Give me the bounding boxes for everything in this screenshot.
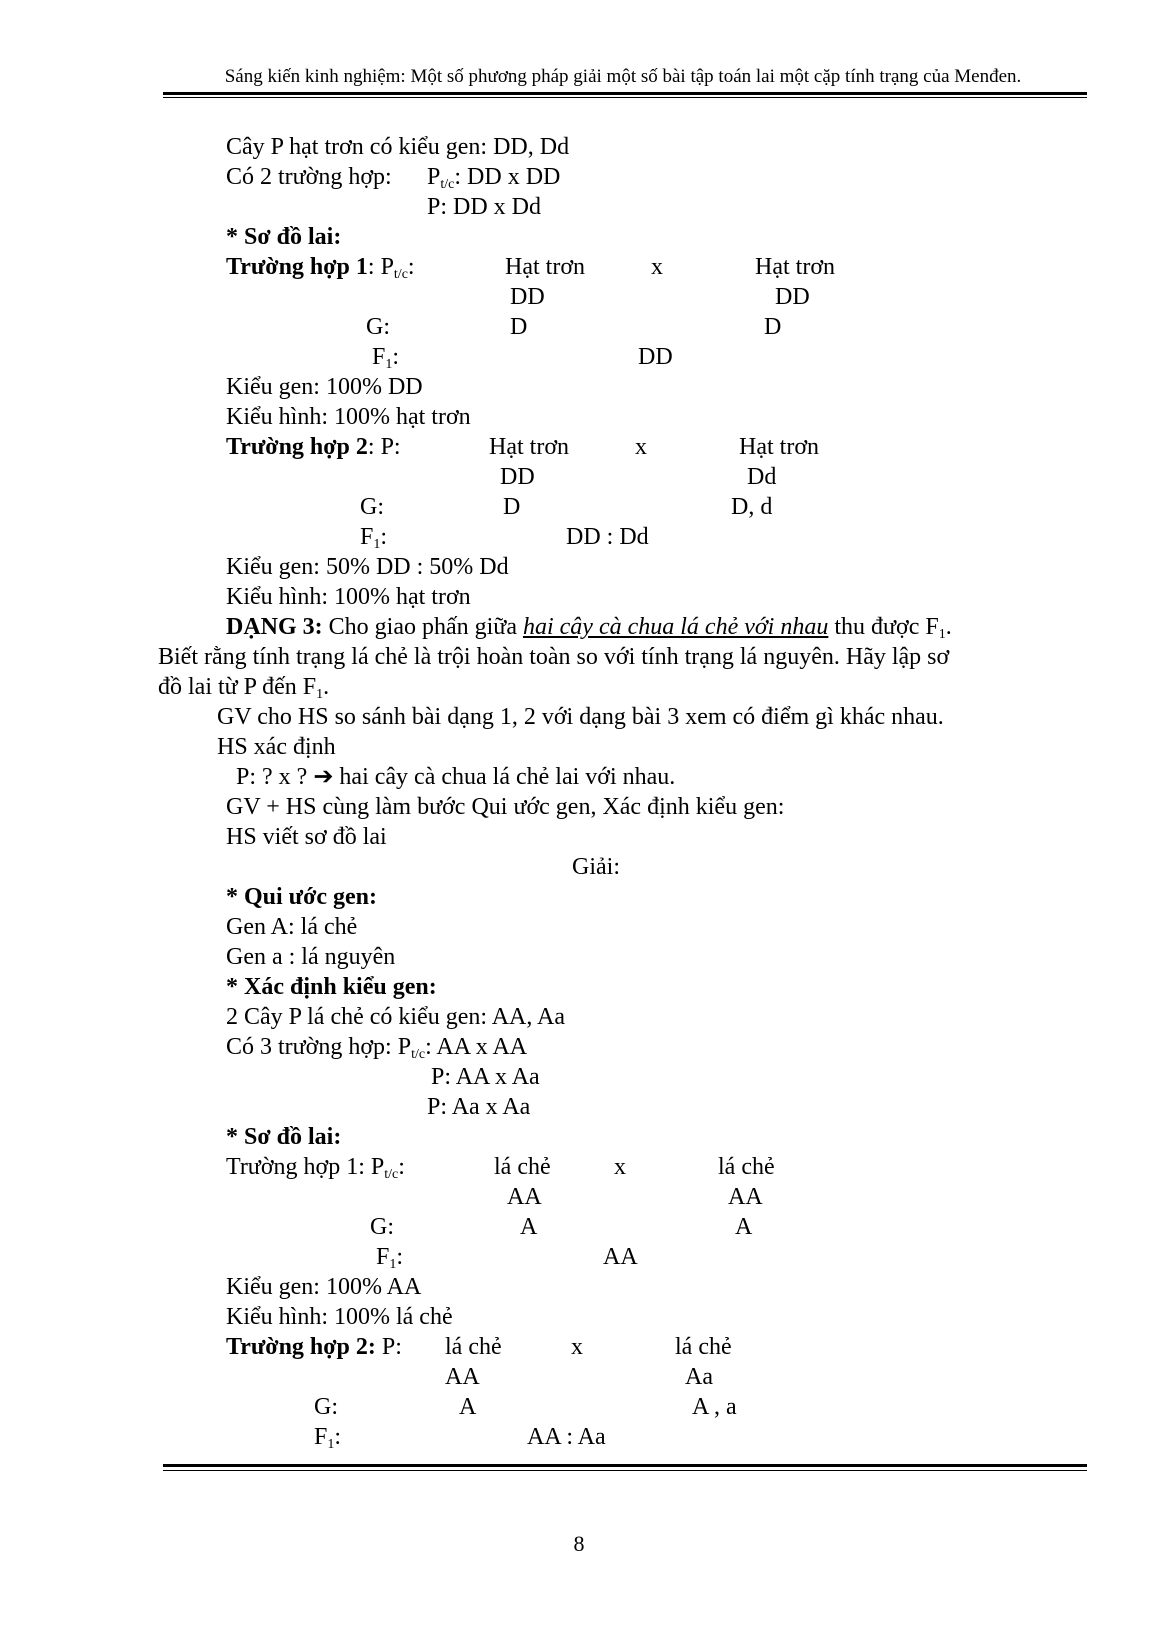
f1-label: $F_1$: — [360, 524, 388, 552]
case1-label: Trường hợp 1: $P_{t/c}$: — [226, 1154, 405, 1182]
f1-label: $F_1$: — [372, 344, 400, 372]
solution-heading: Giải: — [572, 854, 620, 880]
dang3-line3: đồ lai từ P đến $F_1$. — [158, 674, 330, 702]
f1-value: DD : Dd — [566, 524, 649, 550]
cross-symbol: x — [571, 1334, 583, 1360]
section-heading: * Sơ đồ lai: — [226, 224, 342, 250]
gamete-label: G: — [314, 1394, 338, 1420]
cases-prefix: Có 2 trường hợp: — [226, 164, 392, 190]
gene-a: Gen a : lá nguyên — [226, 944, 396, 970]
gene-A: Gen A: lá chẻ — [226, 914, 358, 940]
section-heading: * Sơ đồ lai: — [226, 1124, 342, 1150]
phenotype-right: lá chẻ — [718, 1154, 775, 1180]
case2-cross: P: AA x Aa — [431, 1064, 540, 1090]
gamete-label: G: — [360, 494, 384, 520]
genotype-right: Dd — [747, 464, 777, 490]
phenotype-left: lá chẻ — [445, 1334, 502, 1360]
phenotype-right: Hạt trơn — [739, 434, 820, 460]
phenotype-result: Kiểu hình: 100% lá chẻ — [226, 1304, 453, 1330]
genotype-left: AA — [507, 1184, 542, 1210]
phenotype-left: Hạt trơn — [505, 254, 586, 280]
case1-cross: $P_{t/c}$: DD x DD — [427, 164, 561, 192]
gamete-left: A — [459, 1394, 477, 1420]
genotype-result: Kiểu gen: 50% DD : 50% Dd — [226, 554, 509, 580]
phenotype-left: lá chẻ — [494, 1154, 551, 1180]
parent-question: P: ? x ? ➔ hai cây cà chua lá chẻ lai với nhau. — [236, 764, 676, 790]
phenotype-result: Kiểu hình: 100% hạt trơn — [226, 584, 471, 610]
gamete-right: D — [764, 314, 782, 340]
case1-label: Trường hợp 1: $P_{t/c}$: — [226, 254, 415, 282]
gamete-left: A — [520, 1214, 538, 1240]
teacher-student-step: GV + HS cùng làm bước Qui ước gen, Xác định kiểu gen: — [226, 794, 785, 820]
genotype-right: AA — [728, 1184, 763, 1210]
f1-value: AA : Aa — [527, 1424, 606, 1450]
header-rule-thin — [163, 97, 1087, 98]
genotype-result: Kiểu gen: 100% AA — [226, 1274, 422, 1300]
f1-label: $F_1$: — [314, 1424, 342, 1452]
section-heading: * Qui ước gen: — [226, 884, 378, 910]
section-heading: * Xác định kiểu gen: — [226, 974, 437, 1000]
phenotype-left: Hạt trơn — [489, 434, 570, 460]
case2-cross: P: DD x Dd — [427, 194, 542, 220]
phenotype-right: Hạt trơn — [755, 254, 836, 280]
genotype-right: DD — [775, 284, 810, 310]
genotype-left: AA — [445, 1364, 480, 1390]
gamete-left: D — [503, 494, 521, 520]
genotype-result: Kiểu gen: 100% DD — [226, 374, 423, 400]
genotype-line: Cây P hạt trơn có kiểu gen: DD, Dd — [226, 134, 570, 160]
dang3-line1: DẠNG 3: Cho giao phấn giữa hai cây cà chua lá chẻ với nhau thu được $F_1$. — [226, 614, 952, 642]
header-rule-thick — [163, 92, 1087, 95]
gamete-label: G: — [370, 1214, 394, 1240]
case3-cross: P: Aa x Aa — [427, 1094, 531, 1120]
gamete-right: A — [735, 1214, 753, 1240]
cross-symbol: x — [651, 254, 663, 280]
genotype-left: DD — [500, 464, 535, 490]
dang3-line2: Biết rằng tính trạng lá chẻ là trội hoàn toàn so với tính trạng lá nguyên. Hãy lập sơ — [158, 644, 950, 670]
genotype-right: Aa — [685, 1364, 713, 1390]
page-number: 8 — [573, 1531, 585, 1556]
f1-value: AA — [603, 1244, 638, 1270]
genotype-left: DD — [510, 284, 545, 310]
case2-label: Trường hợp 2: P: — [226, 434, 401, 460]
f1-label: $F_1$: — [376, 1244, 404, 1272]
teacher-instruction: GV cho HS so sánh bài dạng 1, 2 với dạng bài 3 xem có điểm gì khác nhau. — [217, 704, 944, 730]
footer-rule-thick — [163, 1464, 1087, 1467]
cases-line: Có 3 trường hợp: $P_{t/c}$: AA x AA — [226, 1034, 528, 1062]
cross-symbol: x — [635, 434, 647, 460]
student-step: HS viết sơ đồ lai — [226, 824, 387, 850]
case2-label: Trường hợp 2: P: — [226, 1334, 402, 1360]
gamete-label: G: — [366, 314, 390, 340]
genotype-line: 2 Cây P lá chẻ có kiểu gen: AA, Aa — [226, 1004, 566, 1030]
phenotype-right: lá chẻ — [675, 1334, 732, 1360]
phenotype-result: Kiểu hình: 100% hạt trơn — [226, 404, 471, 430]
student-instruction: HS xác định — [217, 734, 336, 760]
gamete-right: A , a — [692, 1394, 737, 1420]
footer-rule-thin — [163, 1470, 1087, 1471]
page-header: Sáng kiến kinh nghiệm: Một số phương pháp giải một số bài tập toán lai một cặp tính trạng của Menđen. — [224, 66, 1022, 87]
gamete-right: D, d — [731, 494, 773, 520]
gamete-left: D — [510, 314, 528, 340]
f1-value: DD — [638, 344, 673, 370]
cross-symbol: x — [614, 1154, 626, 1180]
